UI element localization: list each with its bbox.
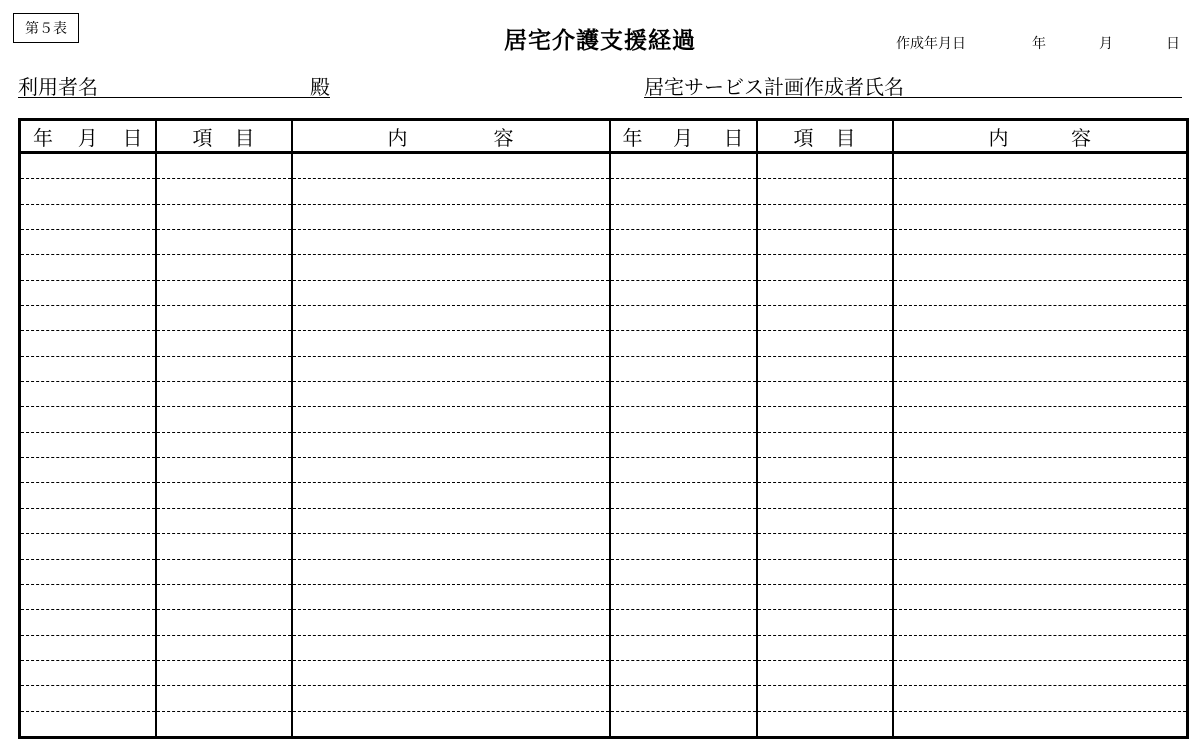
table-row bbox=[20, 635, 1188, 660]
table-row bbox=[20, 686, 1188, 711]
content-cell[interactable] bbox=[292, 382, 610, 407]
column-header-item-char1: 項 bbox=[192, 125, 213, 150]
column-header-date-2-month: 月 bbox=[673, 125, 693, 150]
user-name-label: 利用者名 bbox=[18, 75, 98, 99]
column-header-content-2-char2: 容 bbox=[1071, 125, 1091, 150]
item-cell-2[interactable] bbox=[757, 483, 893, 508]
item-cell[interactable] bbox=[156, 331, 292, 356]
item-cell[interactable] bbox=[156, 559, 292, 584]
column-header-item-2-char2: 目 bbox=[835, 125, 856, 150]
table-row bbox=[20, 432, 1188, 457]
date-cell-2[interactable] bbox=[610, 179, 757, 204]
table-row bbox=[20, 204, 1188, 229]
planner-name-field[interactable] bbox=[644, 71, 1182, 98]
item-cell-2[interactable] bbox=[757, 255, 893, 280]
content-cell[interactable] bbox=[292, 306, 610, 331]
table-row bbox=[20, 711, 1188, 737]
date-cell-2[interactable] bbox=[610, 559, 757, 584]
item-cell[interactable] bbox=[156, 407, 292, 432]
date-cell-2[interactable] bbox=[610, 407, 757, 432]
column-header-item-2-char1: 項 bbox=[793, 125, 814, 150]
item-cell-2[interactable] bbox=[757, 356, 893, 381]
item-cell[interactable] bbox=[156, 153, 292, 179]
column-header-date-2-day: 日 bbox=[723, 125, 744, 150]
column-header-item bbox=[156, 120, 292, 153]
item-cell[interactable] bbox=[156, 382, 292, 407]
column-header-item-char2: 目 bbox=[234, 125, 255, 150]
column-header-content-char1: 内 bbox=[387, 125, 408, 150]
date-cell[interactable] bbox=[20, 508, 156, 533]
table-row bbox=[20, 331, 1188, 356]
item-cell-2[interactable] bbox=[757, 660, 893, 685]
column-header-date-month: 月 bbox=[77, 125, 98, 150]
content-cell[interactable] bbox=[292, 356, 610, 381]
date-cell[interactable] bbox=[20, 230, 156, 255]
column-header-date-2-year: 年 bbox=[622, 125, 643, 150]
content-cell[interactable] bbox=[292, 559, 610, 584]
table-row bbox=[20, 280, 1188, 305]
date-cell[interactable] bbox=[20, 179, 156, 204]
content-cell-2[interactable] bbox=[893, 153, 1188, 179]
content-cell-2[interactable] bbox=[893, 559, 1188, 584]
item-cell[interactable] bbox=[156, 635, 292, 660]
created-day-label: 日 bbox=[1166, 36, 1180, 52]
item-cell[interactable] bbox=[156, 356, 292, 381]
planner-name-label: 居宅サービス計画作成者氏名 bbox=[644, 75, 904, 99]
table-row bbox=[20, 306, 1188, 331]
date-cell-2[interactable] bbox=[610, 230, 757, 255]
item-cell-2[interactable] bbox=[757, 458, 893, 483]
page-title: 居宅介護支援経過 bbox=[504, 28, 696, 54]
content-cell-2[interactable] bbox=[893, 711, 1188, 737]
content-cell[interactable] bbox=[292, 280, 610, 305]
content-cell-2[interactable] bbox=[893, 331, 1188, 356]
content-cell[interactable] bbox=[292, 230, 610, 255]
date-cell-2[interactable] bbox=[610, 534, 757, 559]
table-row bbox=[20, 559, 1188, 584]
table-row bbox=[20, 458, 1188, 483]
content-cell[interactable] bbox=[292, 534, 610, 559]
item-cell[interactable] bbox=[156, 660, 292, 685]
table-row bbox=[20, 534, 1188, 559]
item-cell-2[interactable] bbox=[757, 432, 893, 457]
date-cell[interactable] bbox=[20, 306, 156, 331]
support-record-table bbox=[18, 118, 1189, 739]
content-cell-2[interactable] bbox=[893, 306, 1188, 331]
date-cell[interactable] bbox=[20, 432, 156, 457]
content-cell-2[interactable] bbox=[893, 280, 1188, 305]
date-cell[interactable] bbox=[20, 584, 156, 609]
content-cell[interactable] bbox=[292, 584, 610, 609]
item-cell[interactable] bbox=[156, 179, 292, 204]
column-header-content-2-char1: 内 bbox=[988, 125, 1009, 150]
content-cell-2[interactable] bbox=[893, 534, 1188, 559]
table-row bbox=[20, 610, 1188, 635]
item-cell-2[interactable] bbox=[757, 508, 893, 533]
item-cell[interactable] bbox=[156, 306, 292, 331]
content-cell-2[interactable] bbox=[893, 356, 1188, 381]
content-cell[interactable] bbox=[292, 204, 610, 229]
item-cell-2[interactable] bbox=[757, 280, 893, 305]
content-cell[interactable] bbox=[292, 432, 610, 457]
date-cell[interactable] bbox=[20, 483, 156, 508]
item-cell[interactable] bbox=[156, 204, 292, 229]
column-header-item-2 bbox=[757, 120, 893, 153]
table-row bbox=[20, 584, 1188, 609]
content-cell-2[interactable] bbox=[893, 660, 1188, 685]
item-cell[interactable] bbox=[156, 280, 292, 305]
date-cell[interactable] bbox=[20, 660, 156, 685]
table-header-row bbox=[20, 120, 1188, 153]
date-cell[interactable] bbox=[20, 204, 156, 229]
item-cell-2[interactable] bbox=[757, 686, 893, 711]
date-cell-2[interactable] bbox=[610, 458, 757, 483]
item-cell[interactable] bbox=[156, 534, 292, 559]
date-cell[interactable] bbox=[20, 711, 156, 737]
content-cell[interactable] bbox=[292, 660, 610, 685]
user-honorific: 殿 bbox=[310, 75, 330, 99]
date-cell-2[interactable] bbox=[610, 711, 757, 737]
table-row bbox=[20, 230, 1188, 255]
date-cell[interactable] bbox=[20, 280, 156, 305]
date-cell[interactable] bbox=[20, 458, 156, 483]
content-cell[interactable] bbox=[292, 508, 610, 533]
form-number-box bbox=[13, 13, 79, 43]
table-row bbox=[20, 508, 1188, 533]
content-cell[interactable] bbox=[292, 255, 610, 280]
content-cell-2[interactable] bbox=[893, 179, 1188, 204]
item-cell[interactable] bbox=[156, 711, 292, 737]
date-cell-2[interactable] bbox=[610, 255, 757, 280]
item-cell[interactable] bbox=[156, 432, 292, 457]
content-cell-2[interactable] bbox=[893, 458, 1188, 483]
form-number: 第５表 bbox=[25, 21, 67, 37]
column-header-content bbox=[292, 120, 610, 153]
content-cell-2[interactable] bbox=[893, 432, 1188, 457]
date-cell[interactable] bbox=[20, 255, 156, 280]
table-row bbox=[20, 356, 1188, 381]
table-row bbox=[20, 407, 1188, 432]
column-header-date bbox=[20, 120, 156, 153]
date-cell-2[interactable] bbox=[610, 660, 757, 685]
column-header-date-2 bbox=[610, 120, 757, 153]
user-name-field[interactable] bbox=[18, 71, 330, 98]
content-cell[interactable] bbox=[292, 483, 610, 508]
item-cell-2[interactable] bbox=[757, 711, 893, 737]
item-cell-2[interactable] bbox=[757, 331, 893, 356]
content-cell[interactable] bbox=[292, 686, 610, 711]
date-cell[interactable] bbox=[20, 356, 156, 381]
date-cell-2[interactable] bbox=[610, 686, 757, 711]
date-cell[interactable] bbox=[20, 382, 156, 407]
content-cell[interactable] bbox=[292, 635, 610, 660]
content-cell-2[interactable] bbox=[893, 407, 1188, 432]
date-cell[interactable] bbox=[20, 686, 156, 711]
date-cell[interactable] bbox=[20, 559, 156, 584]
date-cell-2[interactable] bbox=[610, 382, 757, 407]
date-cell[interactable] bbox=[20, 534, 156, 559]
content-cell[interactable] bbox=[292, 153, 610, 179]
column-header-date-year: 年 bbox=[33, 125, 53, 150]
table-row bbox=[20, 382, 1188, 407]
item-cell-2[interactable] bbox=[757, 153, 893, 179]
content-cell-2[interactable] bbox=[893, 635, 1188, 660]
content-cell-2[interactable] bbox=[893, 686, 1188, 711]
created-month-label: 月 bbox=[1099, 36, 1113, 52]
content-cell-2[interactable] bbox=[893, 483, 1188, 508]
content-cell-2[interactable] bbox=[893, 584, 1188, 609]
content-cell[interactable] bbox=[292, 331, 610, 356]
content-cell[interactable] bbox=[292, 711, 610, 737]
content-cell[interactable] bbox=[292, 610, 610, 635]
content-cell[interactable] bbox=[292, 179, 610, 204]
date-cell-2[interactable] bbox=[610, 280, 757, 305]
column-header-content-char2: 容 bbox=[493, 125, 514, 150]
item-cell-2[interactable] bbox=[757, 635, 893, 660]
item-cell-2[interactable] bbox=[757, 306, 893, 331]
date-cell-2[interactable] bbox=[610, 432, 757, 457]
item-cell[interactable] bbox=[156, 686, 292, 711]
table-row bbox=[20, 255, 1188, 280]
date-cell-2[interactable] bbox=[610, 584, 757, 609]
content-cell[interactable] bbox=[292, 407, 610, 432]
date-cell-2[interactable] bbox=[610, 508, 757, 533]
content-cell-2[interactable] bbox=[893, 255, 1188, 280]
content-cell-2[interactable] bbox=[893, 508, 1188, 533]
item-cell-2[interactable] bbox=[757, 382, 893, 407]
date-cell[interactable] bbox=[20, 153, 156, 179]
item-cell[interactable] bbox=[156, 458, 292, 483]
column-header-content-2 bbox=[893, 120, 1188, 153]
item-cell[interactable] bbox=[156, 230, 292, 255]
table-row bbox=[20, 660, 1188, 685]
date-cell-2[interactable] bbox=[610, 204, 757, 229]
created-date-label: 作成年月日 bbox=[896, 36, 966, 52]
content-cell[interactable] bbox=[292, 458, 610, 483]
item-cell-2[interactable] bbox=[757, 559, 893, 584]
table-row bbox=[20, 153, 1188, 179]
item-cell-2[interactable] bbox=[757, 584, 893, 609]
item-cell-2[interactable] bbox=[757, 610, 893, 635]
item-cell-2[interactable] bbox=[757, 230, 893, 255]
content-cell-2[interactable] bbox=[893, 382, 1188, 407]
created-year-label: 年 bbox=[1032, 36, 1046, 52]
date-cell-2[interactable] bbox=[610, 483, 757, 508]
table-body bbox=[20, 153, 1188, 738]
date-cell[interactable] bbox=[20, 610, 156, 635]
content-cell-2[interactable] bbox=[893, 204, 1188, 229]
table-row bbox=[20, 483, 1188, 508]
item-cell-2[interactable] bbox=[757, 534, 893, 559]
date-cell[interactable] bbox=[20, 331, 156, 356]
item-cell[interactable] bbox=[156, 508, 292, 533]
item-cell-2[interactable] bbox=[757, 407, 893, 432]
column-header-date-day: 日 bbox=[122, 125, 143, 150]
date-cell-2[interactable] bbox=[610, 635, 757, 660]
item-cell[interactable] bbox=[156, 610, 292, 635]
item-cell-2[interactable] bbox=[757, 204, 893, 229]
content-cell-2[interactable] bbox=[893, 230, 1188, 255]
item-cell-2[interactable] bbox=[757, 179, 893, 204]
date-cell-2[interactable] bbox=[610, 306, 757, 331]
item-cell[interactable] bbox=[156, 584, 292, 609]
date-cell-2[interactable] bbox=[610, 610, 757, 635]
date-cell-2[interactable] bbox=[610, 356, 757, 381]
date-cell-2[interactable] bbox=[610, 331, 757, 356]
item-cell[interactable] bbox=[156, 483, 292, 508]
date-cell[interactable] bbox=[20, 635, 156, 660]
date-cell-2[interactable] bbox=[610, 153, 757, 179]
table-row bbox=[20, 179, 1188, 204]
date-cell[interactable] bbox=[20, 407, 156, 432]
content-cell-2[interactable] bbox=[893, 610, 1188, 635]
item-cell[interactable] bbox=[156, 255, 292, 280]
